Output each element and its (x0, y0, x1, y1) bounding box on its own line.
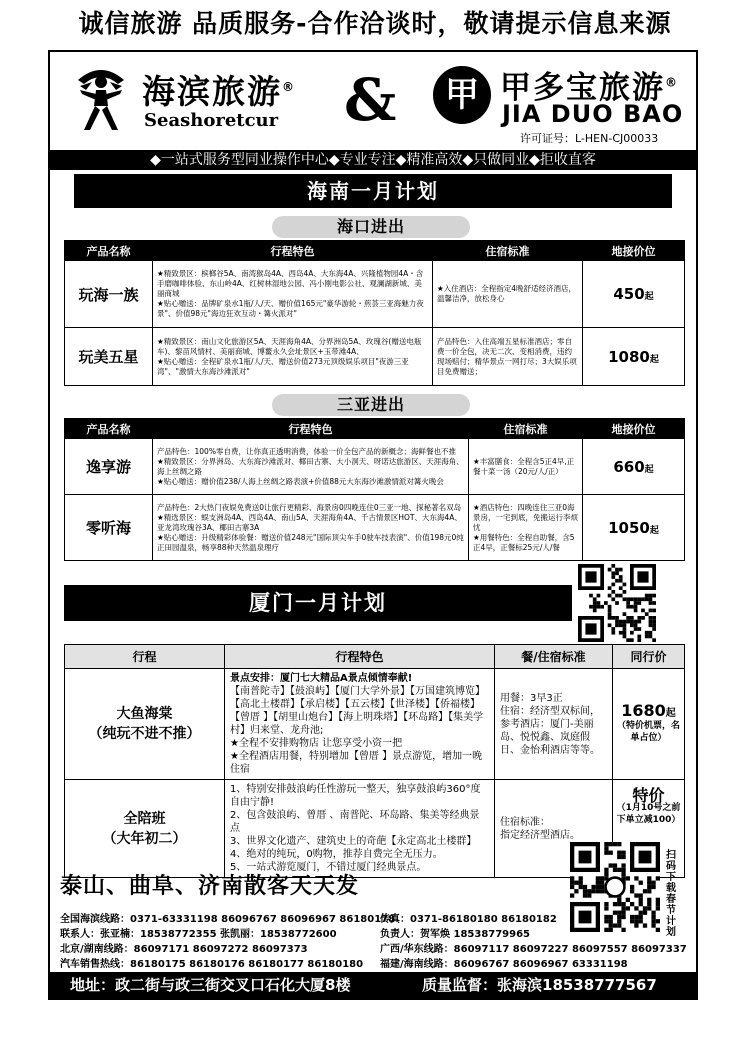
col-header-route: 行程 (65, 645, 225, 669)
col-header-product: 产品名称 (65, 419, 153, 439)
product-price: 1080起 (583, 328, 685, 386)
scan-download-note: 扫码下载春节计划 (666, 850, 676, 938)
route-name: 全陪班 （大年初二） (65, 780, 225, 878)
hainan-plan-title: 海南一月计划 (74, 174, 672, 208)
route-price: 1680起 （特价机票，名单占位） (613, 669, 685, 780)
contact-row: 北京/湖南线路：86097171 86097272 86097373 广西/华东线路：86097117 86097227 86097557 86097337 (60, 944, 687, 955)
route-hotel: 住宿标准： 指定经济型酒店。 (495, 780, 613, 878)
col-header-features: 行程特色 (225, 645, 495, 669)
product-name: 玩美五星 (65, 328, 153, 386)
col-header-product: 产品名称 (65, 241, 153, 261)
slogan-bar: ◆一站式服务型同业操作中心◆专业专注◆精准高效◆只做同业◆拒收直客 (50, 150, 696, 170)
sanya-section-pill: 三亚进出 (272, 394, 470, 416)
product-features: ★精致景区：槟榔谷5A、南湾猴岛4A、西岛4A、大东海4A、兴隆植物园4A・含手磨咖啡体验、东山岭4A、红树林湿地公园、冯小刚电影公社、观澜湖新城、美丽商城 ★贴心赠送：品牌矿泉水1瓶/人/天、赠价值165元"豪华游轮・煎荟三亚海魅力夜景"、价值98元"海边狂欢互动・篝火派对" (153, 261, 433, 328)
contacts-block (60, 910, 687, 970)
bottom-title: 泰山、曲阜、济南散客天天发 (60, 874, 360, 899)
product-features: 产品特色：2大热门夜娱免费送0让旅行更精彩、海景房0四晚连住0三亚一地、探秘著名双岛 ★精选景区：蜈支洲岛4A、西岛4A、南山5A、天涯海角4A、千古情景区HOT、大东海4A、亚龙湾玫瑰谷3A、椰田古寨3A ★贴心赠送：升级精彩体验餐：赠送价值248元"国际顶尖车手0驶车技表演"、价值198元0纯正田园温泉，畅享88种天然温泉理疗 (153, 495, 469, 561)
address-text: 地址：政二街与政三街交叉口石化大厦8楼 (70, 976, 351, 994)
col-header-hotel: 住宿标准 (469, 419, 583, 439)
table-row (65, 328, 685, 386)
logo-header (50, 52, 696, 148)
route-price: 特价 （1月10号之前下单立减100） (613, 780, 685, 878)
jiaduobao-logo-name: 甲多宝旅游® (500, 70, 679, 106)
product-name: 零听海 (65, 495, 153, 561)
qr-code-icon (578, 564, 656, 642)
jiaduobao-logo-english: JIA DUO BAO (502, 100, 684, 128)
col-header-features: 行程特色 (153, 241, 433, 261)
product-hotel: ★丰富膳食：全程含5正4早,正餐十菜一汤（20元/人/正） (469, 439, 583, 495)
product-hotel: 产品特色：入住高端五星标准酒店；零自费一价全包，决无二次、变相消费，违约现场赔付；精华景点一网打尽；3大娱乐项目免费赠送； (433, 328, 583, 386)
product-features: ★精致景区：南山文化旅游区5A、天涯海角4A、分界洲岛5A、玫瑰谷(赠送电瓶车)、黎苗风情村、美丽商城、博鳌永久会址景区+玉带滩4A、 ★贴心赠送：全程矿泉水1瓶/人/天、赠送价值273元顶级娱乐项目"夜游三亚湾"、"激情大东海沙滩派对" (153, 328, 433, 386)
route-features: 景点安排：厦门七大精品A景点倾情奉献! 【南普陀寺】【鼓浪屿】【厦门大学外景】【万国建筑博览】【高北土楼群】【承启楼】【五云楼】【世泽楼】【侨福楼】【曾厝 】【胡里山炮台】【海上明珠塔】【环岛路】【集美学村】归来堂、龙舟池; ★全程不安排购物店 让您享受小资一把 ★全程酒店用餐，特别增加【曾厝 】景点游览，增加一晚住宿 (225, 669, 495, 780)
contact-row: 汽车销售热线：86180175 86180176 86180177 86180180 福建/海南线路：86096767 86096967 63331198 (60, 959, 628, 970)
col-header-hotel: 餐/住宿标准 (495, 645, 613, 669)
top-banner: 诚信旅游 品质服务-合作洽谈时，敬请提示信息来源 (78, 9, 672, 38)
route-features: 1、特别安排鼓浪屿任性游玩一整天，独享鼓浪屿360°度自由宁静! 2、包含鼓浪屿、曾厝 、南普陀、环岛路、集美等经典景点 3、世界文化遗产、建筑史上的奇葩【永定高北土楼群】 4、绝对的纯玩，0购物，推荐自费完全无压力。 5、一站式游览厦门，不错过厦门经典景点。 (225, 780, 495, 878)
product-price: 1050起 (583, 495, 685, 561)
col-header-features: 行程特色 (153, 419, 469, 439)
route-name: 大鱼海棠 （纯玩不进不推） (65, 669, 225, 780)
license-number: 许可证号：L-HEN-CJ00033 (520, 132, 659, 145)
col-header-price: 地接价位 (583, 241, 685, 261)
col-header-price: 地接价位 (583, 419, 685, 439)
product-name: 逸享游 (65, 439, 153, 495)
contact-row: 联系人：张亚楠：18538772355 张凯丽：18538772600 负责人：贺军焕 18538779965 (60, 929, 531, 940)
address-bar (50, 972, 696, 998)
jiaduobao-emblem: 甲 (433, 66, 491, 124)
contact-row: 全国海滨线路：0371-63331198 86096767 86096967 86180178 传真：0371-86180180 86180182 (60, 914, 557, 925)
table-row (65, 495, 685, 561)
seashore-logo-name: 海滨旅游® (142, 72, 296, 111)
sanya-table (64, 418, 685, 561)
table-row (65, 439, 685, 495)
supervision-text: 质量监督：张海滨18538777567 (422, 976, 657, 994)
col-header-hotel: 住宿标准 (433, 241, 583, 261)
runner-figure-icon (72, 60, 130, 134)
table-row (65, 669, 685, 780)
haikou-section-pill: 海口进出 (272, 216, 470, 238)
product-price: 660起 (583, 439, 685, 495)
seashore-logo-english: Seashoretcur (144, 110, 279, 131)
col-header-price: 同行价 (613, 645, 685, 669)
xiamen-plan-title: 厦门一月计划 (64, 585, 572, 621)
product-hotel: ★入住酒店：全程指定4晚舒适经济酒店，温馨洁净，放松身心 (433, 261, 583, 328)
product-features: 产品特色：100%零自费，让你真正透明消费，体验一价全包产品的新概念；海鲜餐也不推 ★精致景区：分界洲岛、大东海沙滩派对、椰田古寨、大小洞天、呀诺达旅游区、天涯海角、海上丝绸之路 ★贴心赠送：赠价值238/人海上丝绸之路表演+价值88元大东海沙滩激情派对篝火晚会 (153, 439, 469, 495)
table-row (65, 261, 685, 328)
product-name: 玩海一族 (65, 261, 153, 328)
product-hotel: ★酒店特色：四晚连住三亚0海景房，一宅到底，免搬运行李烦忧 ★用餐特色：全程自助餐，含5正4早，正餐标25元/人/餐 (469, 495, 583, 561)
ampersand: & (344, 66, 397, 134)
route-hotel: 用餐：3早3正 住宿：经济型双标间，参考酒店：厦门-美丽岛、悦悦鑫、岚庭假日、金怡利酒店等等。 (495, 669, 613, 780)
haikou-table (64, 240, 685, 386)
product-price: 450起 (583, 261, 685, 328)
